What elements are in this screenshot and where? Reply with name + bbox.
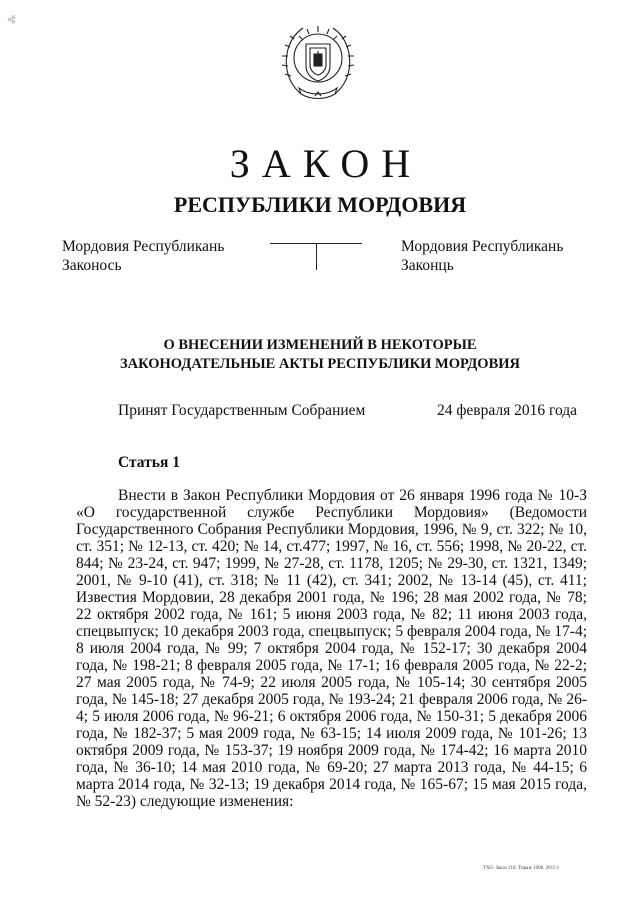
right-caption [401, 237, 563, 275]
scan-mark-icon: ⁂ [7, 15, 17, 24]
article-heading: Статья 1 [118, 454, 180, 471]
left-caption [62, 237, 224, 275]
law-subject-line2: ЗАКОНОДАТЕЛЬНЫЕ АКТЫ РЕСПУБЛИКИ МОРДОВИЯ [119, 356, 521, 372]
adoption-date: 24 февраля 2016 года [437, 402, 578, 419]
left-caption-line1: Мордовия Республикань [62, 238, 225, 255]
left-caption-line2: Законось [62, 257, 122, 274]
number-line-stem [316, 243, 317, 270]
document-subtitle: РЕСПУБЛИКИ МОРДОВИЯ [173, 192, 467, 217]
document-title: ЗАКОН [229, 141, 423, 186]
adopted-by: Принят Государственным Собранием [118, 402, 366, 419]
right-caption-line1: Мордовия Республикань [401, 238, 564, 255]
article-body: Внести в Закон Республики Мордовия от 26 января 1996 года № 10-З «О государственной службе Республики Мордовия» (Ведомости Государственного Собрания Республики Мордовия, 1996, № 9, ст. 322; № 10, ст. 351; № 12-13, ст. 420; № 14, ст.477; 1997, № 16, ст. 556; 1998, № 20-22, ст. 844; № 23-24, ст. 947; 1999, № 27-28, ст. 1178, 1205; № 29-30, ст. 1321, 1349; 2001, № 9-10 (41), ст. 318; № 11 (42), ст. 341; 2002, № 13-14 (45), ст. 411; Известия Мордовии, 28 декабря 2001 года, № 196; 28 мая 2002 года, № 78; 22 октября 2002 года, № 161; 5 июня 2003 года, № 82; 11 июня 2003 года, спецвыпуск; 10 декабря 2003 года, спецвыпуск; 5 февраля 2004 года, № 17-4; 8 июля 2004 года, № 99; 7 октября 2004 года, № 152-17; 30 декабря 2004 года, № 198-21; 8 февраля 2005 года, № 17-1; 16 февраля 2005 года, № 22-2; 27 мая 2005 года, № 74-9; 22 июля 2005 года, № 105-14; 30 сентября 2005 года, № 145-18; 27 декабря 2005 года, № 193-24; 21 февраля 2006 года, № 26-4; 5 июля 2006 года, № 96-21; 6 октября 2006 года, № 150-31; 5 декабря 2006 года, № 182-37; 5 мая 2009 года, № 63-15; 14 июля 2009 года, № 101-26; 13 октября 2009 года, № 153-37; 19 ноября 2009 года, № 174-42; 16 марта 2010 года, № 36-10; 14 мая 2010 года, № 69-20; 27 марта 2013 года, № 44-15; 6 марта 2014 года, № 32-13; 19 декабря 2014 года, № 165-67; 15 мая 2015 года, № 52-23) следующие изменения: [76, 487, 587, 810]
law-subject [0, 336, 640, 374]
coat-of-arms-icon [277, 16, 359, 102]
law-subject-line1: О ВНЕСЕНИИ ИЗМЕНЕНИЙ В НЕКОТОРЫЕ [163, 337, 477, 353]
right-caption-line2: Законць [401, 257, 454, 274]
print-info: ТХО. Заказ 210. Тираж 1000. 2015 г. [483, 866, 560, 871]
